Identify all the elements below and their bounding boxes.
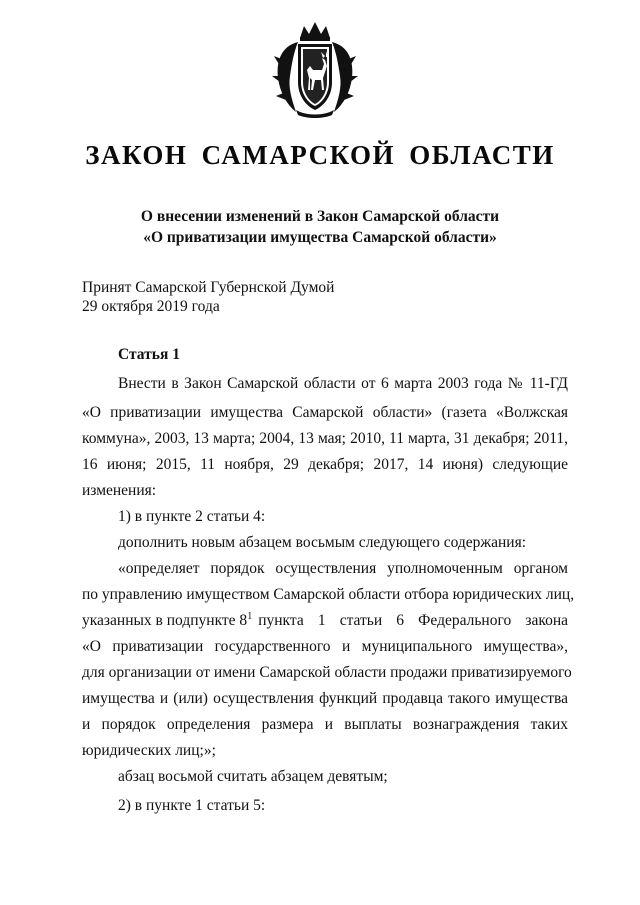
list-item-1: 1) в пункте 2 статьи 4: [118, 508, 266, 525]
article-heading: Статья 1 [118, 346, 180, 363]
body-line: «О приватизации имущества Самарской области» (газета «Волжская [82, 404, 568, 421]
adoption-date: 29 октября 2019 года [82, 298, 220, 315]
body-line: 16 июня; 2015, 11 ноября, 29 декабря; 2017, 14 июня) следующие [82, 456, 568, 473]
subtitle-line-2: «О приватизации имущества Самарской области» [143, 229, 497, 246]
body-line: «О приватизации государственного и муниципального имущества», [82, 638, 568, 655]
body-line: юридических лиц;»; [82, 742, 216, 759]
body-line-part: пункта 1 статьи 6 Федерального закона [258, 612, 568, 629]
body-line: и порядок определения размера и выплаты вознаграждения таких [82, 716, 568, 733]
body-line: дополнить новым абзацем восьмым следующего содержания: [118, 534, 527, 551]
body-line [82, 611, 568, 631]
body-line: по управлению имуществом Самарской области отбора юридических лиц, [82, 586, 575, 603]
subtitle-line-1: О внесении изменений в Закон Самарской области [140, 208, 500, 225]
body-line: изменения: [82, 482, 157, 499]
body-line-part: указанных в подпункте $8^1$ [82, 610, 253, 629]
samara-coat-of-arms-icon [270, 20, 360, 120]
body-line: имущества и (или) осуществления функций продавца такого имущества [82, 690, 568, 707]
adopted-by-line: Принят Самарской Губернской Думой [82, 279, 335, 296]
superscript: 1 [247, 610, 253, 622]
body-line: «определяет порядок осуществления уполномоченным органом [118, 560, 568, 577]
body-line: для организации от имени Самарской области продажи приватизируемого [82, 664, 572, 681]
body-line: абзац восьмой считать абзацем девятым; [118, 768, 388, 785]
body-line: коммуна», 2003, 13 марта; 2004, 13 мая; 2010, 11 марта, 31 декабря; 2011, [82, 430, 568, 447]
document-title: ЗАКОН САМАРСКОЙ ОБЛАСТИ [85, 140, 555, 170]
list-item-2: 2) в пункте 1 статьи 5: [118, 797, 266, 814]
body-line: Внести в Закон Самарской области от 6 марта 2003 года № 11-ГД [118, 375, 568, 392]
